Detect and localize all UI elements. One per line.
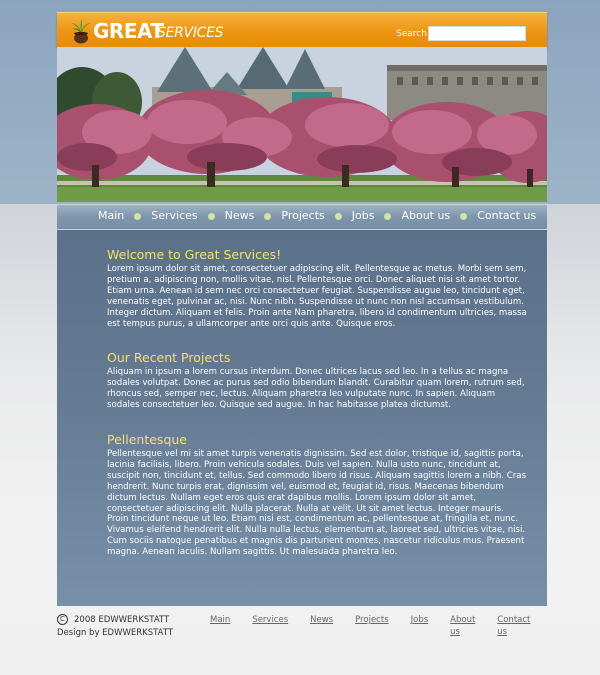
section-title: Pellentesque [107, 432, 187, 447]
search-label: Search [396, 29, 427, 39]
banner-photo [57, 47, 547, 202]
nav-separator-dot [134, 213, 141, 220]
nav-item-contact-us[interactable]: Contact us [477, 209, 537, 222]
nav-item-about-us[interactable]: About us [401, 209, 451, 222]
nav-separator-dot [384, 213, 391, 220]
footer-link-jobs[interactable]: Jobs [410, 615, 429, 625]
section-title: Welcome to Great Services! [107, 247, 282, 262]
section-body: Pellentesque vel mi sit amet turpis venenatis dignissim. Sed est dolor, tristique id, sagittis porta, lacinia facilisis, libero. Proin vehicula sodales. Duis vel sapien. Nulla usto nunc, tincidunt at, suscipit non, tincidunt et, tellus. Sed commodo libero id risus. Aliquam sagittis lorem a nibh. Cras hendrerit. Nunc turpis erat, dignissim vel, euismod et, feugiat id, risus. Maecenas bibendum dictum lectus. Nullam eget eros quis erat dapibus mollis. Lorem ipsum dolor sit amet, consectetuer adipiscing elit. Nulla placerat. Nulla at velit. Ut sit amet lectus. Integer mauris. Proin tincidunt neque ut leo. Etiam nisi est, condimentum ac, pellentesque at, fringilla et, nunc. Vivamus eleifend hendrerit elit. Nulla nulla lectus, elementum at, laoreet sed, ultricies vitae, nisi. Cum sociis natoque penatibus et magnis dis parturient montes, nascetur ridiculus mus. Praesent magna. Aenean iaculis. Nullam sagittis. Ut malesuada pharetra leo. [107, 449, 527, 558]
search-input[interactable] [428, 26, 526, 41]
footer-link-services[interactable]: Services [252, 615, 289, 625]
footer-link-news[interactable]: News [310, 615, 334, 625]
nav-item-news[interactable]: News [224, 209, 255, 222]
section-body: Aliquam in ipsum a lorem cursus interdum. Donec ultrices lacus sed leo. In a tellus ac magna sodales volutpat. Donec ac purus sed odio bibendum blandit. Curabitur quam lorem, rutrum sed, rhoncus sed, semper nec, lectus. Aliquam pharetra leo vulputate nunc. In sapien. Aliquam sodales consectetuer leo. Quisque sed augue. In hac habitasse platea dictumst. [107, 367, 525, 410]
nav-item-projects[interactable]: Projects [281, 209, 325, 222]
design-credit: Design by EDWWERKSTATT [57, 628, 174, 638]
section-pellentesque [107, 432, 527, 558]
nav-separator-dot [460, 213, 467, 220]
copyright-icon: C [57, 614, 68, 625]
copyright-line [57, 614, 169, 626]
nav-item-main[interactable]: Main [98, 209, 125, 222]
section-welcome [107, 247, 527, 329]
section-body: Lorem ipsum dolor sit amet, consectetuer adipiscing elit. Pellentesque ac metus. Morbi sem sem, pretium a, adipiscing non, mollis vitae, nisl. Pellentesque orci. Donec aliquet nisi sit amet tortor. Etiam urna. Aenean id sem nec orci consectetuer feugiat. Suspendisse augue leo, tincidunt eget, venenatis eget, pulvinar ac, nisi. Nunc nibh. Suspendisse ut nunc non nisl accumsan vestibulum. Integer dictum. Aliquam et felis. Proin ante Nam pharetra, libero id condimentum ultricies, massa est tempus purus, a ullamcorper ante orci quis ante. Quisque eros. [107, 264, 527, 329]
brand-name-great[interactable]: GREAT [93, 19, 164, 43]
nav-item-jobs[interactable]: Jobs [351, 209, 375, 222]
section-title: Our Recent Projects [107, 350, 231, 365]
banner-photo-image [57, 47, 547, 202]
main-content [57, 230, 547, 606]
nav-separator-dot [264, 213, 271, 220]
plant-pot-logo-icon [70, 18, 92, 44]
main-navigation [57, 205, 547, 230]
section-recent-projects [107, 350, 527, 411]
copyright-text: 2008 EDWWERKSTATT [74, 615, 170, 625]
footer-link-about-us[interactable]: About us [450, 615, 476, 637]
footer-link-contact-us[interactable]: Contact us [497, 615, 531, 637]
footer-link-projects[interactable]: Projects [355, 615, 389, 625]
footer-link-main[interactable]: Main [210, 615, 231, 625]
nav-item-services[interactable]: Services [151, 209, 198, 222]
nav-separator-dot [208, 213, 215, 220]
footer-links [210, 614, 552, 638]
site-footer [57, 612, 547, 642]
site-header [57, 12, 547, 47]
brand-name-services[interactable]: SERVICES [157, 25, 224, 41]
nav-separator-dot [335, 213, 342, 220]
